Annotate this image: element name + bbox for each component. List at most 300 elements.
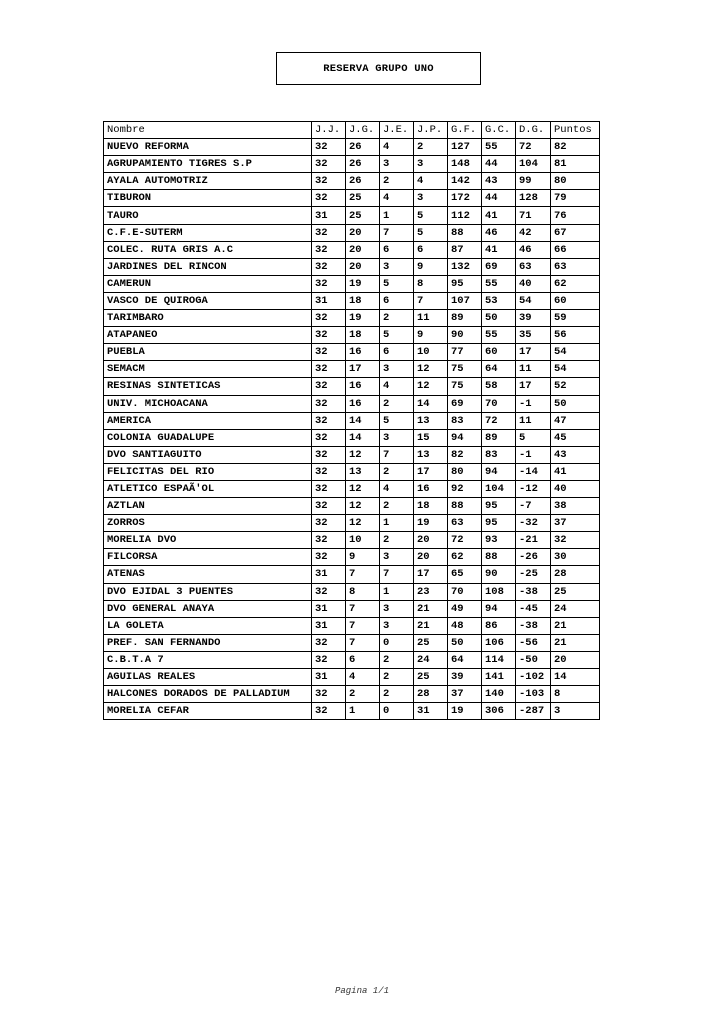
cell-jg: 10 bbox=[346, 532, 380, 549]
cell-jp: 9 bbox=[414, 258, 448, 275]
cell-nombre: C.F.E-SUTERM bbox=[104, 224, 312, 241]
cell-nombre: DVO SANTIAGUITO bbox=[104, 446, 312, 463]
table-row bbox=[104, 515, 600, 532]
cell-je: 4 bbox=[380, 378, 414, 395]
cell-je: 4 bbox=[380, 190, 414, 207]
cell-nombre: MORELIA CEFAR bbox=[104, 703, 312, 720]
cell-jp: 15 bbox=[414, 429, 448, 446]
cell-nombre: AGUILAS REALES bbox=[104, 669, 312, 686]
cell-gf: 88 bbox=[448, 224, 482, 241]
cell-gf: 62 bbox=[448, 549, 482, 566]
cell-je: 3 bbox=[380, 156, 414, 173]
cell-dg: -287 bbox=[516, 703, 551, 720]
cell-nombre: LA GOLETA bbox=[104, 617, 312, 634]
table-row bbox=[104, 190, 600, 207]
cell-gf: 94 bbox=[448, 429, 482, 446]
cell-puntos: 37 bbox=[551, 515, 600, 532]
cell-jp: 23 bbox=[414, 583, 448, 600]
cell-puntos: 20 bbox=[551, 651, 600, 668]
table-row bbox=[104, 139, 600, 156]
cell-dg: 35 bbox=[516, 327, 551, 344]
cell-dg: 42 bbox=[516, 224, 551, 241]
table-row bbox=[104, 395, 600, 412]
cell-jp: 17 bbox=[414, 463, 448, 480]
cell-gc: 106 bbox=[482, 634, 516, 651]
cell-gf: 77 bbox=[448, 344, 482, 361]
cell-jp: 6 bbox=[414, 241, 448, 258]
cell-jj: 32 bbox=[312, 634, 346, 651]
cell-je: 5 bbox=[380, 327, 414, 344]
cell-jg: 12 bbox=[346, 446, 380, 463]
cell-jg: 26 bbox=[346, 173, 380, 190]
cell-dg: -21 bbox=[516, 532, 551, 549]
cell-puntos: 38 bbox=[551, 498, 600, 515]
cell-je: 3 bbox=[380, 429, 414, 446]
cell-jg: 6 bbox=[346, 651, 380, 668]
cell-puntos: 25 bbox=[551, 583, 600, 600]
cell-jj: 32 bbox=[312, 583, 346, 600]
cell-jp: 10 bbox=[414, 344, 448, 361]
cell-jj: 31 bbox=[312, 292, 346, 309]
cell-nombre: SEMACM bbox=[104, 361, 312, 378]
cell-puntos: 62 bbox=[551, 275, 600, 292]
cell-je: 2 bbox=[380, 498, 414, 515]
cell-jg: 1 bbox=[346, 703, 380, 720]
cell-gc: 72 bbox=[482, 412, 516, 429]
cell-jp: 4 bbox=[414, 173, 448, 190]
cell-gf: 148 bbox=[448, 156, 482, 173]
cell-je: 2 bbox=[380, 532, 414, 549]
cell-jg: 2 bbox=[346, 686, 380, 703]
cell-gc: 44 bbox=[482, 190, 516, 207]
cell-nombre: ATLETICO ESPAÃ'OL bbox=[104, 480, 312, 497]
cell-je: 2 bbox=[380, 395, 414, 412]
cell-gc: 88 bbox=[482, 549, 516, 566]
cell-gf: 37 bbox=[448, 686, 482, 703]
cell-dg: -25 bbox=[516, 566, 551, 583]
cell-jg: 16 bbox=[346, 395, 380, 412]
table-row bbox=[104, 686, 600, 703]
cell-gc: 94 bbox=[482, 463, 516, 480]
cell-jj: 32 bbox=[312, 498, 346, 515]
header-puntos: Puntos bbox=[551, 122, 600, 139]
cell-je: 7 bbox=[380, 224, 414, 241]
cell-jg: 16 bbox=[346, 378, 380, 395]
cell-dg: 46 bbox=[516, 241, 551, 258]
cell-puntos: 80 bbox=[551, 173, 600, 190]
cell-je: 5 bbox=[380, 275, 414, 292]
cell-je: 1 bbox=[380, 207, 414, 224]
header-dg: D.G. bbox=[516, 122, 551, 139]
cell-jg: 12 bbox=[346, 480, 380, 497]
cell-jg: 13 bbox=[346, 463, 380, 480]
cell-jp: 20 bbox=[414, 532, 448, 549]
cell-jg: 7 bbox=[346, 600, 380, 617]
cell-gf: 90 bbox=[448, 327, 482, 344]
cell-gf: 87 bbox=[448, 241, 482, 258]
cell-je: 3 bbox=[380, 361, 414, 378]
table-row bbox=[104, 463, 600, 480]
cell-nombre: COLEC. RUTA GRIS A.C bbox=[104, 241, 312, 258]
cell-gf: 72 bbox=[448, 532, 482, 549]
table-row bbox=[104, 549, 600, 566]
cell-gf: 70 bbox=[448, 583, 482, 600]
table-row bbox=[104, 480, 600, 497]
cell-jg: 19 bbox=[346, 310, 380, 327]
cell-gf: 39 bbox=[448, 669, 482, 686]
cell-jj: 32 bbox=[312, 327, 346, 344]
table-row bbox=[104, 600, 600, 617]
cell-puntos: 82 bbox=[551, 139, 600, 156]
cell-je: 5 bbox=[380, 412, 414, 429]
cell-puntos: 56 bbox=[551, 327, 600, 344]
cell-gf: 107 bbox=[448, 292, 482, 309]
cell-gf: 69 bbox=[448, 395, 482, 412]
cell-jj: 32 bbox=[312, 463, 346, 480]
table-row bbox=[104, 292, 600, 309]
cell-dg: 99 bbox=[516, 173, 551, 190]
cell-gc: 60 bbox=[482, 344, 516, 361]
cell-gf: 75 bbox=[448, 361, 482, 378]
cell-gf: 132 bbox=[448, 258, 482, 275]
cell-gc: 55 bbox=[482, 275, 516, 292]
cell-nombre: MORELIA DVO bbox=[104, 532, 312, 549]
cell-gc: 141 bbox=[482, 669, 516, 686]
cell-gf: 89 bbox=[448, 310, 482, 327]
cell-jp: 13 bbox=[414, 412, 448, 429]
cell-nombre: TARIMBARO bbox=[104, 310, 312, 327]
cell-puntos: 21 bbox=[551, 617, 600, 634]
cell-gf: 48 bbox=[448, 617, 482, 634]
cell-dg: 63 bbox=[516, 258, 551, 275]
table-row bbox=[104, 532, 600, 549]
cell-puntos: 8 bbox=[551, 686, 600, 703]
cell-puntos: 59 bbox=[551, 310, 600, 327]
cell-nombre: FELICITAS DEL RIO bbox=[104, 463, 312, 480]
cell-nombre: CAMERUN bbox=[104, 275, 312, 292]
cell-je: 6 bbox=[380, 241, 414, 258]
table-row bbox=[104, 583, 600, 600]
cell-puntos: 28 bbox=[551, 566, 600, 583]
cell-dg: -32 bbox=[516, 515, 551, 532]
cell-gc: 94 bbox=[482, 600, 516, 617]
cell-jp: 12 bbox=[414, 361, 448, 378]
header-jp: J.P. bbox=[414, 122, 448, 139]
cell-jj: 32 bbox=[312, 310, 346, 327]
cell-gc: 41 bbox=[482, 207, 516, 224]
header-jj: J.J. bbox=[312, 122, 346, 139]
table-header-row bbox=[104, 122, 600, 139]
cell-je: 3 bbox=[380, 258, 414, 275]
cell-jp: 21 bbox=[414, 600, 448, 617]
cell-puntos: 50 bbox=[551, 395, 600, 412]
cell-jg: 7 bbox=[346, 634, 380, 651]
cell-je: 0 bbox=[380, 634, 414, 651]
cell-jj: 32 bbox=[312, 549, 346, 566]
cell-gc: 41 bbox=[482, 241, 516, 258]
cell-dg: -102 bbox=[516, 669, 551, 686]
cell-jp: 7 bbox=[414, 292, 448, 309]
cell-gc: 64 bbox=[482, 361, 516, 378]
cell-nombre: AYALA AUTOMOTRIZ bbox=[104, 173, 312, 190]
cell-gf: 82 bbox=[448, 446, 482, 463]
cell-jj: 31 bbox=[312, 669, 346, 686]
header-gc: G.C. bbox=[482, 122, 516, 139]
cell-je: 2 bbox=[380, 669, 414, 686]
table-row bbox=[104, 651, 600, 668]
cell-dg: -45 bbox=[516, 600, 551, 617]
cell-je: 2 bbox=[380, 651, 414, 668]
cell-gc: 55 bbox=[482, 139, 516, 156]
cell-nombre: C.B.T.A 7 bbox=[104, 651, 312, 668]
cell-gf: 63 bbox=[448, 515, 482, 532]
cell-jp: 11 bbox=[414, 310, 448, 327]
cell-jg: 25 bbox=[346, 190, 380, 207]
cell-dg: -38 bbox=[516, 617, 551, 634]
cell-gc: 58 bbox=[482, 378, 516, 395]
cell-jj: 31 bbox=[312, 617, 346, 634]
page-footer: Pagina 1/1 bbox=[334, 986, 389, 996]
table-row bbox=[104, 258, 600, 275]
cell-jp: 25 bbox=[414, 669, 448, 686]
cell-puntos: 60 bbox=[551, 292, 600, 309]
cell-jg: 9 bbox=[346, 549, 380, 566]
cell-nombre: RESINAS SINTETICAS bbox=[104, 378, 312, 395]
cell-je: 7 bbox=[380, 446, 414, 463]
cell-jp: 9 bbox=[414, 327, 448, 344]
cell-gf: 127 bbox=[448, 139, 482, 156]
cell-jp: 2 bbox=[414, 139, 448, 156]
cell-jj: 32 bbox=[312, 190, 346, 207]
cell-puntos: 63 bbox=[551, 258, 600, 275]
cell-puntos: 66 bbox=[551, 241, 600, 258]
cell-nombre: DVO GENERAL ANAYA bbox=[104, 600, 312, 617]
cell-nombre: AMERICA bbox=[104, 412, 312, 429]
cell-gf: 75 bbox=[448, 378, 482, 395]
cell-je: 3 bbox=[380, 617, 414, 634]
header-gf: G.F. bbox=[448, 122, 482, 139]
cell-nombre: FILCORSA bbox=[104, 549, 312, 566]
cell-nombre: VASCO DE QUIROGA bbox=[104, 292, 312, 309]
table-row bbox=[104, 207, 600, 224]
table-row bbox=[104, 327, 600, 344]
cell-jj: 32 bbox=[312, 429, 346, 446]
cell-gf: 172 bbox=[448, 190, 482, 207]
cell-jg: 25 bbox=[346, 207, 380, 224]
cell-jj: 32 bbox=[312, 378, 346, 395]
cell-je: 3 bbox=[380, 600, 414, 617]
cell-puntos: 41 bbox=[551, 463, 600, 480]
header-je: J.E. bbox=[380, 122, 414, 139]
cell-nombre: AGRUPAMIENTO TIGRES S.P bbox=[104, 156, 312, 173]
cell-dg: 54 bbox=[516, 292, 551, 309]
table-row bbox=[104, 344, 600, 361]
cell-puntos: 24 bbox=[551, 600, 600, 617]
cell-jj: 32 bbox=[312, 361, 346, 378]
cell-puntos: 30 bbox=[551, 549, 600, 566]
cell-puntos: 14 bbox=[551, 669, 600, 686]
cell-jp: 31 bbox=[414, 703, 448, 720]
cell-jj: 32 bbox=[312, 703, 346, 720]
cell-gc: 306 bbox=[482, 703, 516, 720]
cell-jj: 31 bbox=[312, 600, 346, 617]
cell-jg: 8 bbox=[346, 583, 380, 600]
cell-jp: 8 bbox=[414, 275, 448, 292]
cell-gc: 140 bbox=[482, 686, 516, 703]
table-row bbox=[104, 669, 600, 686]
cell-jj: 32 bbox=[312, 173, 346, 190]
cell-dg: -103 bbox=[516, 686, 551, 703]
cell-gc: 89 bbox=[482, 429, 516, 446]
cell-jp: 13 bbox=[414, 446, 448, 463]
table-row bbox=[104, 446, 600, 463]
cell-nombre: HALCONES DORADOS DE PALLADIUM bbox=[104, 686, 312, 703]
cell-nombre: PREF. SAN FERNANDO bbox=[104, 634, 312, 651]
cell-gc: 53 bbox=[482, 292, 516, 309]
cell-jj: 32 bbox=[312, 344, 346, 361]
cell-dg: -26 bbox=[516, 549, 551, 566]
cell-nombre: NUEVO REFORMA bbox=[104, 139, 312, 156]
cell-gc: 46 bbox=[482, 224, 516, 241]
cell-jp: 18 bbox=[414, 498, 448, 515]
cell-je: 6 bbox=[380, 292, 414, 309]
cell-jg: 4 bbox=[346, 669, 380, 686]
table-row bbox=[104, 156, 600, 173]
cell-dg: -12 bbox=[516, 480, 551, 497]
table-row bbox=[104, 224, 600, 241]
cell-gf: 49 bbox=[448, 600, 482, 617]
cell-gc: 95 bbox=[482, 515, 516, 532]
cell-dg: 71 bbox=[516, 207, 551, 224]
cell-gf: 112 bbox=[448, 207, 482, 224]
cell-dg: 104 bbox=[516, 156, 551, 173]
table-row bbox=[104, 173, 600, 190]
cell-je: 2 bbox=[380, 173, 414, 190]
cell-gf: 50 bbox=[448, 634, 482, 651]
cell-gc: 50 bbox=[482, 310, 516, 327]
table-row bbox=[104, 378, 600, 395]
cell-puntos: 79 bbox=[551, 190, 600, 207]
table-row bbox=[104, 275, 600, 292]
cell-dg: -50 bbox=[516, 651, 551, 668]
header-nombre: Nombre bbox=[104, 122, 312, 139]
cell-nombre: ATENAS bbox=[104, 566, 312, 583]
cell-gf: 80 bbox=[448, 463, 482, 480]
table-row bbox=[104, 241, 600, 258]
cell-jj: 32 bbox=[312, 275, 346, 292]
cell-nombre: ATAPANEO bbox=[104, 327, 312, 344]
cell-puntos: 52 bbox=[551, 378, 600, 395]
cell-je: 7 bbox=[380, 566, 414, 583]
cell-nombre: UNIV. MICHOACANA bbox=[104, 395, 312, 412]
cell-dg: -1 bbox=[516, 395, 551, 412]
cell-nombre: COLONIA GUADALUPE bbox=[104, 429, 312, 446]
table-row bbox=[104, 703, 600, 720]
cell-gc: 55 bbox=[482, 327, 516, 344]
table-row bbox=[104, 498, 600, 515]
cell-jj: 32 bbox=[312, 241, 346, 258]
cell-jp: 3 bbox=[414, 190, 448, 207]
cell-je: 2 bbox=[380, 686, 414, 703]
cell-jj: 32 bbox=[312, 412, 346, 429]
cell-dg: -38 bbox=[516, 583, 551, 600]
cell-gc: 108 bbox=[482, 583, 516, 600]
cell-je: 2 bbox=[380, 463, 414, 480]
cell-gc: 70 bbox=[482, 395, 516, 412]
cell-dg: 39 bbox=[516, 310, 551, 327]
cell-gf: 142 bbox=[448, 173, 482, 190]
cell-jg: 26 bbox=[346, 156, 380, 173]
cell-jg: 12 bbox=[346, 498, 380, 515]
cell-gc: 43 bbox=[482, 173, 516, 190]
cell-nombre: JARDINES DEL RINCON bbox=[104, 258, 312, 275]
cell-jg: 7 bbox=[346, 617, 380, 634]
header-jg: J.G. bbox=[346, 122, 380, 139]
table-row bbox=[104, 617, 600, 634]
table-row bbox=[104, 634, 600, 651]
cell-je: 1 bbox=[380, 583, 414, 600]
cell-jj: 32 bbox=[312, 258, 346, 275]
cell-dg: -7 bbox=[516, 498, 551, 515]
cell-puntos: 47 bbox=[551, 412, 600, 429]
cell-jg: 14 bbox=[346, 412, 380, 429]
cell-jg: 26 bbox=[346, 139, 380, 156]
cell-jj: 32 bbox=[312, 651, 346, 668]
cell-jp: 28 bbox=[414, 686, 448, 703]
cell-jj: 32 bbox=[312, 532, 346, 549]
cell-je: 3 bbox=[380, 549, 414, 566]
cell-puntos: 54 bbox=[551, 344, 600, 361]
cell-jj: 32 bbox=[312, 156, 346, 173]
cell-jj: 32 bbox=[312, 686, 346, 703]
cell-puntos: 67 bbox=[551, 224, 600, 241]
cell-jg: 14 bbox=[346, 429, 380, 446]
cell-jg: 12 bbox=[346, 515, 380, 532]
cell-jp: 16 bbox=[414, 480, 448, 497]
cell-nombre: ZORROS bbox=[104, 515, 312, 532]
cell-gc: 90 bbox=[482, 566, 516, 583]
cell-jj: 32 bbox=[312, 446, 346, 463]
cell-jp: 14 bbox=[414, 395, 448, 412]
cell-gf: 65 bbox=[448, 566, 482, 583]
cell-gc: 44 bbox=[482, 156, 516, 173]
cell-jp: 25 bbox=[414, 634, 448, 651]
cell-gf: 19 bbox=[448, 703, 482, 720]
cell-puntos: 43 bbox=[551, 446, 600, 463]
cell-nombre: TIBURON bbox=[104, 190, 312, 207]
cell-jj: 31 bbox=[312, 207, 346, 224]
cell-gf: 64 bbox=[448, 651, 482, 668]
cell-jg: 17 bbox=[346, 361, 380, 378]
cell-dg: 72 bbox=[516, 139, 551, 156]
cell-jg: 20 bbox=[346, 241, 380, 258]
cell-jp: 19 bbox=[414, 515, 448, 532]
cell-dg: 128 bbox=[516, 190, 551, 207]
cell-gc: 86 bbox=[482, 617, 516, 634]
cell-dg: 17 bbox=[516, 344, 551, 361]
cell-jg: 18 bbox=[346, 327, 380, 344]
cell-jp: 5 bbox=[414, 207, 448, 224]
cell-nombre: AZTLAN bbox=[104, 498, 312, 515]
cell-dg: 40 bbox=[516, 275, 551, 292]
cell-gc: 69 bbox=[482, 258, 516, 275]
table-row bbox=[104, 412, 600, 429]
cell-jj: 31 bbox=[312, 566, 346, 583]
cell-gc: 114 bbox=[482, 651, 516, 668]
cell-jp: 21 bbox=[414, 617, 448, 634]
cell-je: 0 bbox=[380, 703, 414, 720]
cell-dg: -1 bbox=[516, 446, 551, 463]
